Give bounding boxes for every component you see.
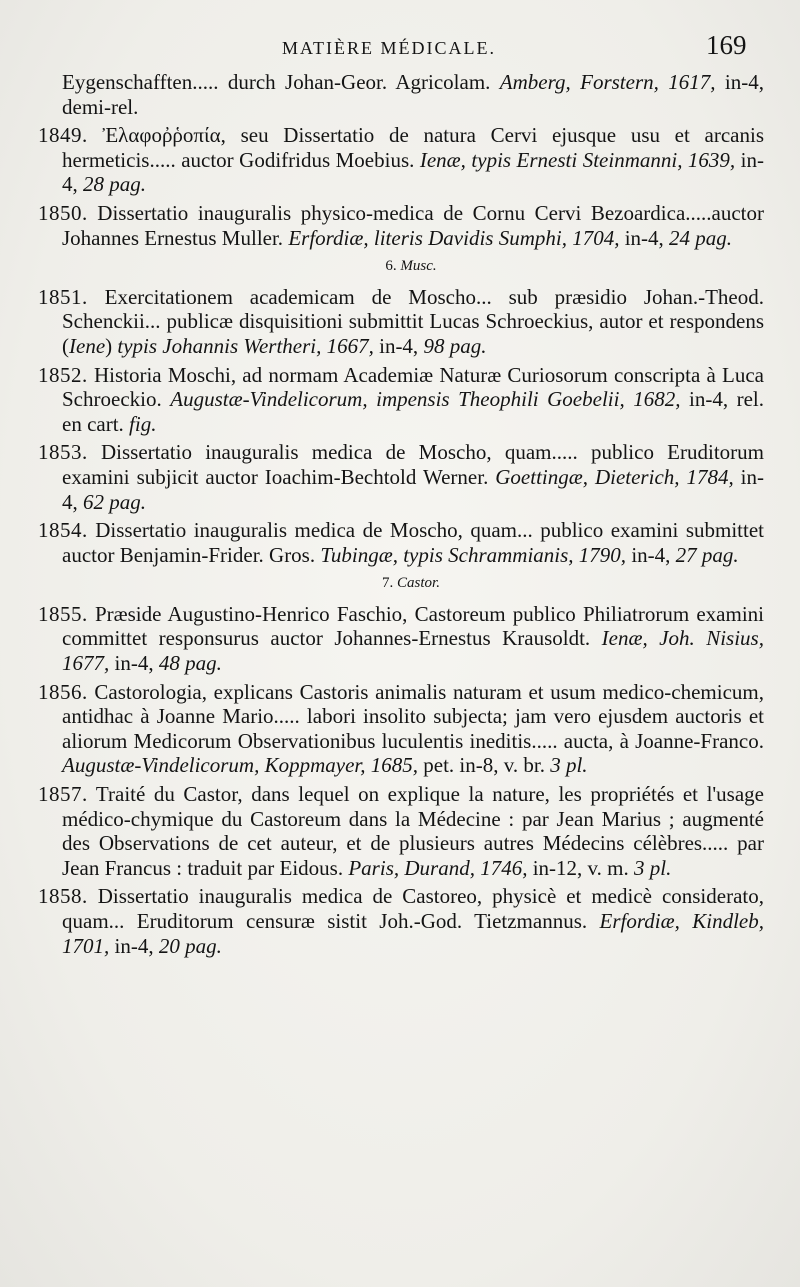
- entry-imprint-text: Erfordiæ, literis Davidis Sumphi, 1704,: [288, 225, 620, 250]
- entry-text: pet. in-8, v. br.: [418, 753, 551, 778]
- entry-text: in-4,: [373, 333, 424, 358]
- section-title: Castor.: [397, 575, 440, 592]
- entries-pre: [38, 70, 764, 250]
- entry-imprint-text: 27 pag.: [675, 542, 739, 567]
- bibliography-entry: [38, 782, 764, 880]
- entry-imprint-text: 3 pl.: [550, 753, 588, 778]
- entries-musc: [38, 285, 764, 568]
- entry-imprint-text: Erfordiæ, Kindleb, 1701,: [62, 909, 764, 958]
- bibliography-entry: [38, 70, 764, 119]
- entry-imprint-text: Ienæ, Joh. Nisius, 1677,: [62, 626, 764, 676]
- entry-imprint-text: 48 pag.: [158, 651, 222, 676]
- entry-text: in-12, v. m.: [527, 855, 635, 880]
- entry-text: Dissertatio inauguralis physico-medica de Cornu Cervi Bezoardica.....auctor Johannes Ernestus Muller.: [62, 200, 764, 250]
- entry-imprint-text: 98 pag.: [423, 333, 487, 358]
- entry-number: 1850.: [38, 200, 88, 225]
- bibliography-entry: [38, 680, 764, 778]
- bibliography-entry: [38, 884, 764, 958]
- section-heading-castor: [38, 571, 764, 596]
- entry-imprint-text: Iene: [69, 333, 106, 358]
- entry-text: Traité du Castor, dans lequel on explique la nature, les propriétés et l'usage médico-chymique du Castoreum dans la Médecine : par Jean Marius ; augmenté des Observations de cet auteur, et de plusieurs autres Médecins célèbres..... par Jean Francus : traduit par Eidous.: [62, 782, 764, 880]
- entry-imprint-text: 62 pag.: [83, 489, 146, 514]
- bibliography-entry: [38, 440, 764, 514]
- entry-text: Castorologia, explicans Castoris animalis naturam et usum medico-chemicum, antidhac à Joanne Mario..... labori insolito subjecta; jam vero ejusdem auctoris et aliorum Medicorum Observationibus luculentis ineditis..... aucta, à Joanne-Franco.: [62, 679, 764, 753]
- entry-imprint-text: Ienæ, typis Ernesti Steinmanni, 1639,: [419, 147, 736, 172]
- bibliography-entry: [38, 201, 764, 250]
- entry-number: 1856.: [38, 679, 88, 704]
- bibliography-entry: [38, 602, 764, 676]
- section-heading-musc: [38, 254, 764, 279]
- entry-imprint-text: Paris, Durand, 1746,: [348, 855, 528, 880]
- entry-text: in-4,: [109, 651, 159, 676]
- entry-imprint-text: 24 pag.: [669, 225, 733, 250]
- entry-number: 1851.: [38, 284, 88, 309]
- entry-text: in-4,: [619, 225, 670, 250]
- entry-imprint-text: 20 pag.: [158, 933, 222, 958]
- entry-text: in-4, rel. en cart.: [62, 387, 764, 436]
- entry-text: ): [105, 333, 118, 358]
- entry-text: in-4,: [62, 464, 764, 514]
- entry-text: in-4,: [62, 147, 764, 197]
- entry-text: in-4, demi-rel.: [62, 70, 764, 119]
- entry-number: 1854.: [38, 518, 88, 543]
- entry-imprint-text: 3 pl.: [634, 855, 672, 880]
- entry-number: 1858.: [38, 884, 88, 909]
- entry-imprint-text: 28 pag.: [83, 172, 146, 197]
- bibliography-entry: [38, 363, 764, 437]
- entry-imprint-text: Tubingæ, typis Schrammianis, 1790,: [320, 542, 627, 567]
- entry-text: Historia Moschi, ad normam Academiæ Naturæ Curiosorum conscripta à Luca Schroeckio.: [62, 362, 764, 412]
- entry-number: 1849.: [38, 123, 88, 148]
- entry-imprint-text: Augustæ-Vindelicorum, impensis Theophili Goebelii, 1682,: [170, 387, 681, 412]
- entry-text: Dissertatio inauguralis medica de Moscho, quam... publico examini submittet auctor Benjamin-Frider. Gros.: [62, 518, 764, 567]
- entry-text: Ἐλαφοῤῥοπία, seu Dissertatio de natura Cervi ejusque usu et arcanis hermeticis..... auctor Godifridus Moebius.: [62, 123, 764, 172]
- entry-imprint-text: fig.: [129, 411, 157, 436]
- entry-number: 1855.: [38, 601, 88, 626]
- section-title: Musc.: [400, 258, 437, 275]
- bibliography-entry: [38, 518, 764, 567]
- entry-text: Exercitationem academicam de Moscho... sub præsidio Johan.-Theod. Schenckii... publicæ disquisitioni submittit Lucas Schroeckius, autor et respondens (: [62, 284, 764, 358]
- section-number: 7.: [382, 575, 394, 592]
- entry-number: 1852.: [38, 362, 88, 387]
- section-number: 6.: [385, 258, 397, 275]
- bibliography-entry: [38, 123, 764, 197]
- entries-castor: [38, 602, 764, 958]
- entry-text: Eygenschafften..... durch Johan-Geor. Agricolam.: [62, 70, 500, 94]
- entry-imprint-text: Amberg, Forstern, 1617,: [499, 70, 716, 94]
- entry-text: Dissertatio inauguralis medica de Castoreo, physicè et medicè considerato, quam... Eruditorum censuræ sistit Joh.-God. Tietzmannus.: [62, 884, 764, 933]
- entry-imprint-text: Goettingæ, Dieterich, 1784,: [495, 464, 734, 489]
- entry-imprint-text: typis Johannis Wertheri, 1667,: [117, 333, 374, 358]
- entry-text: Præside Augustino-Henrico Faschio, Castoreum publico Philiatrorum examini committet responsurus auctor Johannes-Ernestus Krausoldt.: [62, 601, 764, 651]
- bibliography-entry: [38, 285, 764, 359]
- entry-text: Dissertatio inauguralis medica de Moscho, quam..... publico Eruditorum examini subjicit auctor Ioachim-Bechtold Werner.: [62, 440, 764, 489]
- running-head: MATIÈRE MÉDICALE.: [282, 38, 496, 58]
- page-body: [38, 70, 764, 962]
- entry-number: 1857.: [38, 782, 88, 807]
- entry-text: in-4,: [109, 933, 159, 958]
- entry-imprint-text: Augustæ-Vindelicorum, Koppmayer, 1685,: [62, 753, 418, 778]
- entry-text: in-4,: [626, 542, 676, 567]
- entry-number: 1853.: [38, 440, 88, 465]
- page-number: 169: [706, 30, 747, 60]
